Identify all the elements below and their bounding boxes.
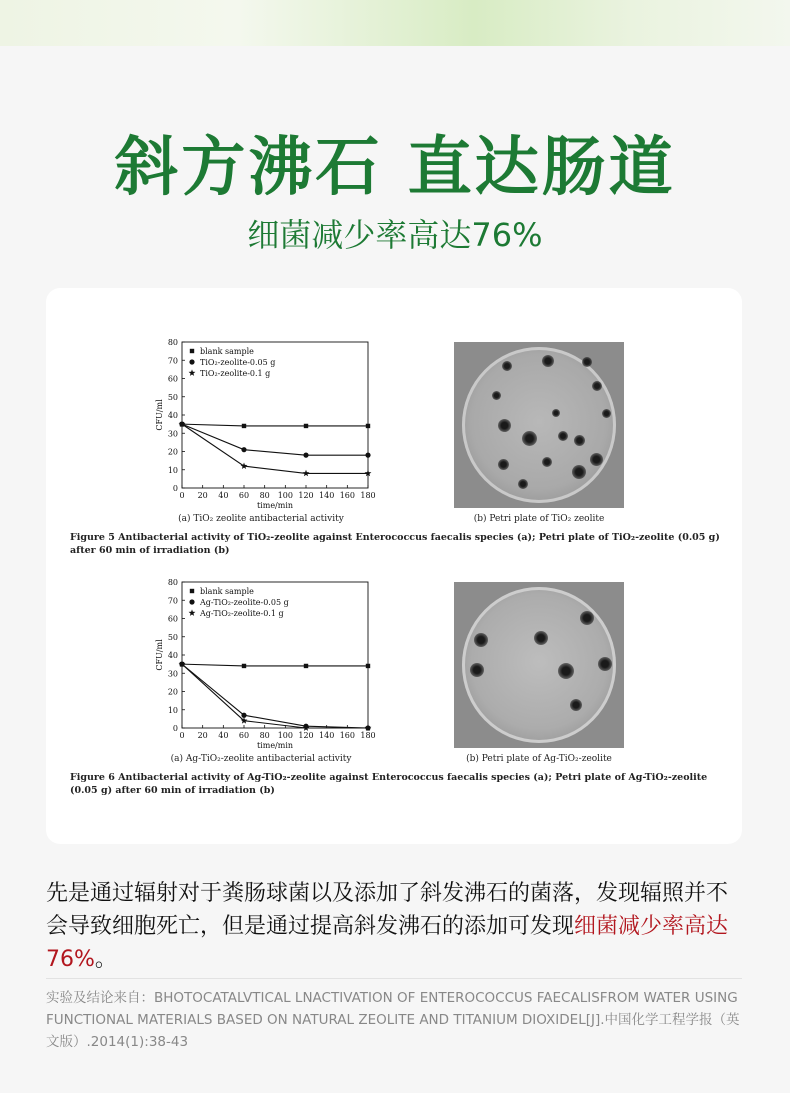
bacterial-colony [602,409,611,418]
x-tick-label: 160 [339,731,355,740]
data-point-square [190,589,194,593]
x-tick-label: 40 [218,491,229,500]
x-tick-label: 100 [277,491,293,500]
figure6-caption [70,771,730,797]
x-tick-label: 140 [319,491,335,500]
data-point-circle [241,447,246,452]
figure6-line-chart [146,576,376,761]
figure5-subcaption-a: (a) TiO₂ zeolite antibacterial activity [178,514,344,524]
y-tick-label: 10 [167,465,178,475]
bacterial-colony [534,631,548,645]
petri-dish [462,347,616,503]
series-line [182,424,368,473]
data-point-star [189,609,196,616]
x-tick-label: 120 [298,491,314,500]
data-point-star [241,463,248,470]
figure5-caption-line1: Figure 5 Antibacterial activity of TiO₂-zeolite against Enterococcus faecalis species (a); Petri plate of TiO₂-zeolite (0.05 g) [70,532,720,543]
y-axis-label: CFU/ml [155,399,164,431]
data-point-circle [189,359,194,364]
figure6-subcaption-b: (b) Petri plate of Ag-TiO₂-zeolite [466,754,612,764]
y-tick-label: 60 [167,374,178,384]
y-tick-label: 40 [167,651,178,660]
data-point-square [190,349,194,353]
data-point-star [189,369,196,376]
x-tick-label: 180 [360,731,376,740]
x-axis-label: time/min [256,501,294,510]
x-tick-label: 20 [197,491,208,500]
data-point-square [242,424,246,428]
y-tick-label: 0 [172,724,178,733]
x-tick-label: 60 [238,491,250,500]
x-tick-label: 60 [238,731,250,740]
figure5-petri-photo [454,342,624,508]
y-tick-label: 80 [167,338,178,347]
top-decorative-band [0,0,790,46]
data-point-square [304,424,308,428]
data-point-circle [365,453,370,458]
legend-label: blank sample [200,347,254,356]
y-tick-label: 70 [167,356,178,366]
figure6-caption-line2: (0.05 g) after 60 min of irradiation (b) [70,785,275,796]
legend-label: blank sample [200,587,254,596]
data-point-square [242,664,246,668]
series-line [182,664,368,728]
x-tick-label: 140 [319,731,335,740]
bacterial-colony [542,457,552,467]
y-tick-label: 70 [167,596,178,606]
series-line [182,664,368,728]
bacterial-colony [582,357,592,367]
y-tick-label: 20 [167,447,178,457]
y-tick-label: 80 [167,578,178,587]
bacterial-colony [498,459,509,470]
y-tick-label: 30 [167,429,178,439]
bacterial-colony [570,699,582,711]
bacterial-colony [552,409,560,417]
data-point-circle [241,713,246,718]
bacterial-colony [558,663,574,679]
bacterial-colony [590,453,603,466]
bacterial-colony [580,611,594,625]
x-tick-label: 100 [277,731,293,740]
x-tick-label: 120 [298,731,314,740]
figure5-subcaption-b: (b) Petri plate of TiO₂ zeolite [473,514,605,524]
data-point-square [366,664,370,668]
x-tick-label: 80 [259,731,270,740]
figure6-petri-photo [454,582,624,748]
bacterial-colony [572,465,586,479]
page-title: 斜方沸石 直达肠道 [114,131,676,205]
legend-label: TiO₂-zeolite-0.05 g [200,358,276,367]
bacterial-colony [522,431,537,446]
bacterial-colony [492,391,501,400]
series-line [182,664,368,666]
y-tick-label: 40 [167,411,178,420]
y-tick-label: 30 [167,669,178,679]
bacterial-colony [470,663,484,677]
figure5-line-chart [146,336,376,521]
data-point-circle [303,453,308,458]
data-point-square [366,424,370,428]
divider [46,978,742,979]
x-axis-label: time/min [256,741,294,750]
x-tick-label: 160 [339,491,355,500]
figure5-caption-line2: after 60 min of irradiation (b) [70,545,230,556]
bacterial-colony [474,633,488,647]
bacterial-colony [598,657,612,671]
y-tick-label: 50 [167,392,178,402]
figure6-caption-line1: Figure 6 Antibacterial activity of Ag-TiO₂-zeolite against Enterococcus faecalis species (a); Petri plate of Ag-TiO₂-zeolite [70,772,708,783]
bacterial-colony [518,479,528,489]
bacterial-colony [502,361,512,371]
body-text-main: 先是通过辐射对于粪肠球菌以及添加了斜发沸石的菌落，发现辐照并不会导致细胞死亡，但是通过提高斜发沸石的添加可发现 [46,881,729,939]
legend-label: Ag-TiO₂-zeolite-0.1 g [200,609,284,618]
x-tick-label: 20 [197,731,208,740]
series-line [182,424,368,455]
data-point-circle [189,599,194,604]
source-citation: 实验及结论来自：BHOTOCATALVTICAL LNACTIVATION OF ENTEROCOCCUS FAECALISFROM WATER USING FUNCTIONAL MATERIALS BASED ON NATURAL ZEOLITE AND TITANIUM DIOXIDEL[J].中国化学工程学报（英文版）.2014(1):38-43 [46,990,740,1050]
x-tick-label: 40 [218,731,229,740]
y-tick-label: 10 [167,705,178,715]
bacterial-colony [542,355,554,367]
body-text-end: 。 [94,947,117,972]
page-subtitle: 细菌减少率高达76% [247,216,543,254]
body-paragraph [46,877,746,976]
series-line [182,424,368,426]
bacterial-colony [558,431,568,441]
data-point-square [304,664,308,668]
x-tick-label: 80 [259,491,270,500]
y-tick-label: 0 [172,484,178,493]
bacterial-colony [592,381,602,391]
x-tick-label: 0 [179,491,185,500]
bacterial-colony [498,419,511,432]
figure5-caption [70,531,730,557]
y-tick-label: 60 [167,614,178,624]
petri-dish [462,587,616,743]
x-tick-label: 180 [360,491,376,500]
y-tick-label: 50 [167,632,178,642]
body-text-highlight: 细菌减少率高达76% [46,914,729,972]
y-tick-label: 20 [167,687,178,697]
x-tick-label: 0 [179,731,185,740]
data-point-star [303,470,310,477]
y-axis-label: CFU/ml [155,639,164,671]
figure-card [46,288,742,844]
bacterial-colony [574,435,585,446]
figure6-subcaption-a: (a) Ag-TiO₂-zeolite antibacterial activity [170,754,352,764]
legend-label: TiO₂-zeolite-0.1 g [200,369,271,378]
legend-label: Ag-TiO₂-zeolite-0.05 g [200,598,289,607]
